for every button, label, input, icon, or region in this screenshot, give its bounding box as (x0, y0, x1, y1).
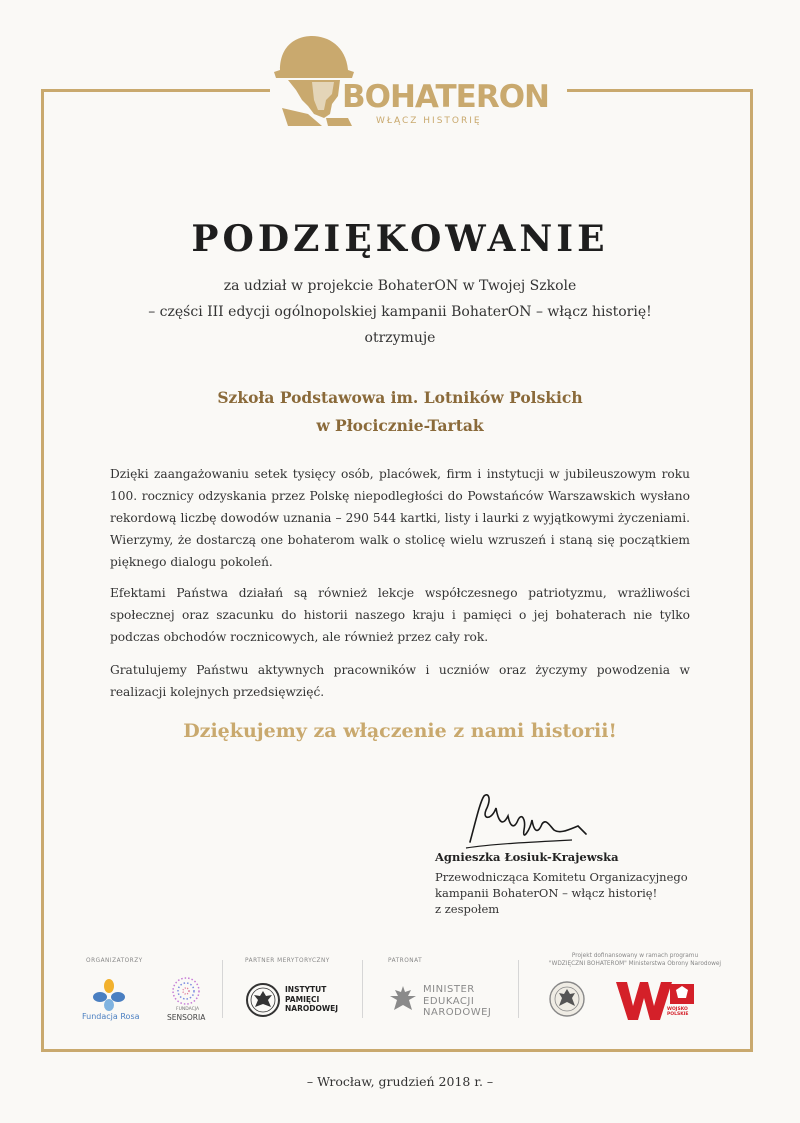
frame-top-left (41, 89, 270, 92)
logo-brand: BOHATERON (342, 79, 550, 115)
frame-top-right (567, 89, 753, 92)
wojsko-polskie-logo (614, 980, 696, 1022)
footer-place-date: – Wrocław, grudzień 2018 r. – (306, 1074, 494, 1089)
logo-tagline: WŁĄCZ HISTORIĘ (376, 116, 482, 126)
signatory-role-line-3: z zespołem (435, 902, 500, 916)
body-paragraph-1: Dzięki zaangażowaniu setek tysięcy osób, placówek, firm i instytucji w jubileuszowym roku 100. rocznicy odzyskania przez Polskę niepodległości do Powstańców Warszawskich wysłano rekordową liczbę dowodów uznania – 290 544 kartki, listy i laurki z wyjątkowymi życzeniami. Wierzymy, że dostarczą one bohaterom walk o stolicę wielu wzruszeń i staną się początkiem pięknego dialogu pokoleń. (110, 467, 690, 569)
mon-seal-icon (548, 980, 586, 1018)
signatory-role (435, 869, 688, 917)
frame-bottom (41, 1049, 753, 1052)
polish-eagle-icon (388, 984, 418, 1016)
divider (518, 960, 519, 1018)
subtitle-line-1: za udział w projekcie BohaterON w Twojej Szkole (223, 278, 577, 294)
men-name (423, 984, 491, 1019)
body-paragraph-2: Efektami Państwa działań są również lekcje współczesnego patriotyzmu, wrażliwości społecznej oraz szacunku do historii naszego kraju i pamięci o jej bohaterach nie tylko podczas obchodów rocznicowych, ale również przez cały rok. (110, 586, 690, 644)
merit-partner-label: PARTNER MERYTORYCZNY (245, 958, 330, 964)
divider (222, 960, 223, 1018)
ipn-name-line-2: PAMIĘCI (285, 994, 320, 1004)
sensoria-label: SENSORIA (167, 1013, 206, 1022)
men-name-line-2: EDUKACJI (423, 995, 475, 1007)
patron-label: PATRONAT (388, 958, 423, 964)
sensoria-label-small: FUNDACJA (176, 1007, 200, 1012)
men-name-line-3: NARODOWEJ (423, 1007, 492, 1018)
thanks-heading: Dziękujemy za włączenie z nami historii! (183, 720, 617, 742)
page-title: PODZIĘKOWANIE (191, 218, 609, 260)
recipient-line-1: Szkoła Podstawowa im. Lotników Polskich (217, 388, 583, 407)
project-funding-line-1: Projekt dofinansowany w ramach programu (571, 953, 699, 959)
wojsko-polskie-label: WOJSKO POLSKIE (667, 1007, 689, 1017)
subtitle-line-2: – części III edycji ogólnopolskiej kampanii BohaterON – włącz historię! (148, 304, 652, 320)
signatory-name: Agnieszka Łosiuk-Krajewska (435, 850, 619, 864)
bohateron-logo (268, 34, 550, 134)
fundacja-rosa-logo-icon (92, 978, 126, 1012)
organizers-label: ORGANIZATORZY (86, 958, 143, 964)
handwritten-signature (462, 790, 592, 852)
ipn-name-line-3: NARODOWEJ (285, 1004, 339, 1013)
project-funding-label (540, 952, 730, 968)
project-funding-line-2: "WDZIĘCZNI BOHATEROM" Ministerstwa Obrony Narodowej (548, 961, 722, 967)
fundacja-rosa-label: Fundacja Rosa (82, 1012, 140, 1021)
signatory-role-line-2: kampanii BohaterON – włącz historię! (435, 886, 658, 900)
ipn-eagle-seal-icon (245, 982, 281, 1018)
recipient-line-2: w Płocicznie-Tartak (316, 416, 484, 435)
divider (362, 960, 363, 1018)
sensoria-logo-icon (171, 976, 201, 1006)
body-paragraph-3: Gratulujemy Państwu aktywnych pracowników i uczniów oraz życzymy powodzenia w realizacji kolejnych przedsięwzięć. (110, 663, 690, 699)
signatory-role-line-1: Przewodnicząca Komitetu Organizacyjnego (435, 870, 688, 884)
ipn-name-line-1: INSTYTUT (285, 985, 327, 994)
subtitle-line-3: otrzymuje (364, 330, 436, 346)
men-name-line-1: MINISTER (423, 984, 475, 995)
ipn-name (285, 985, 338, 1014)
